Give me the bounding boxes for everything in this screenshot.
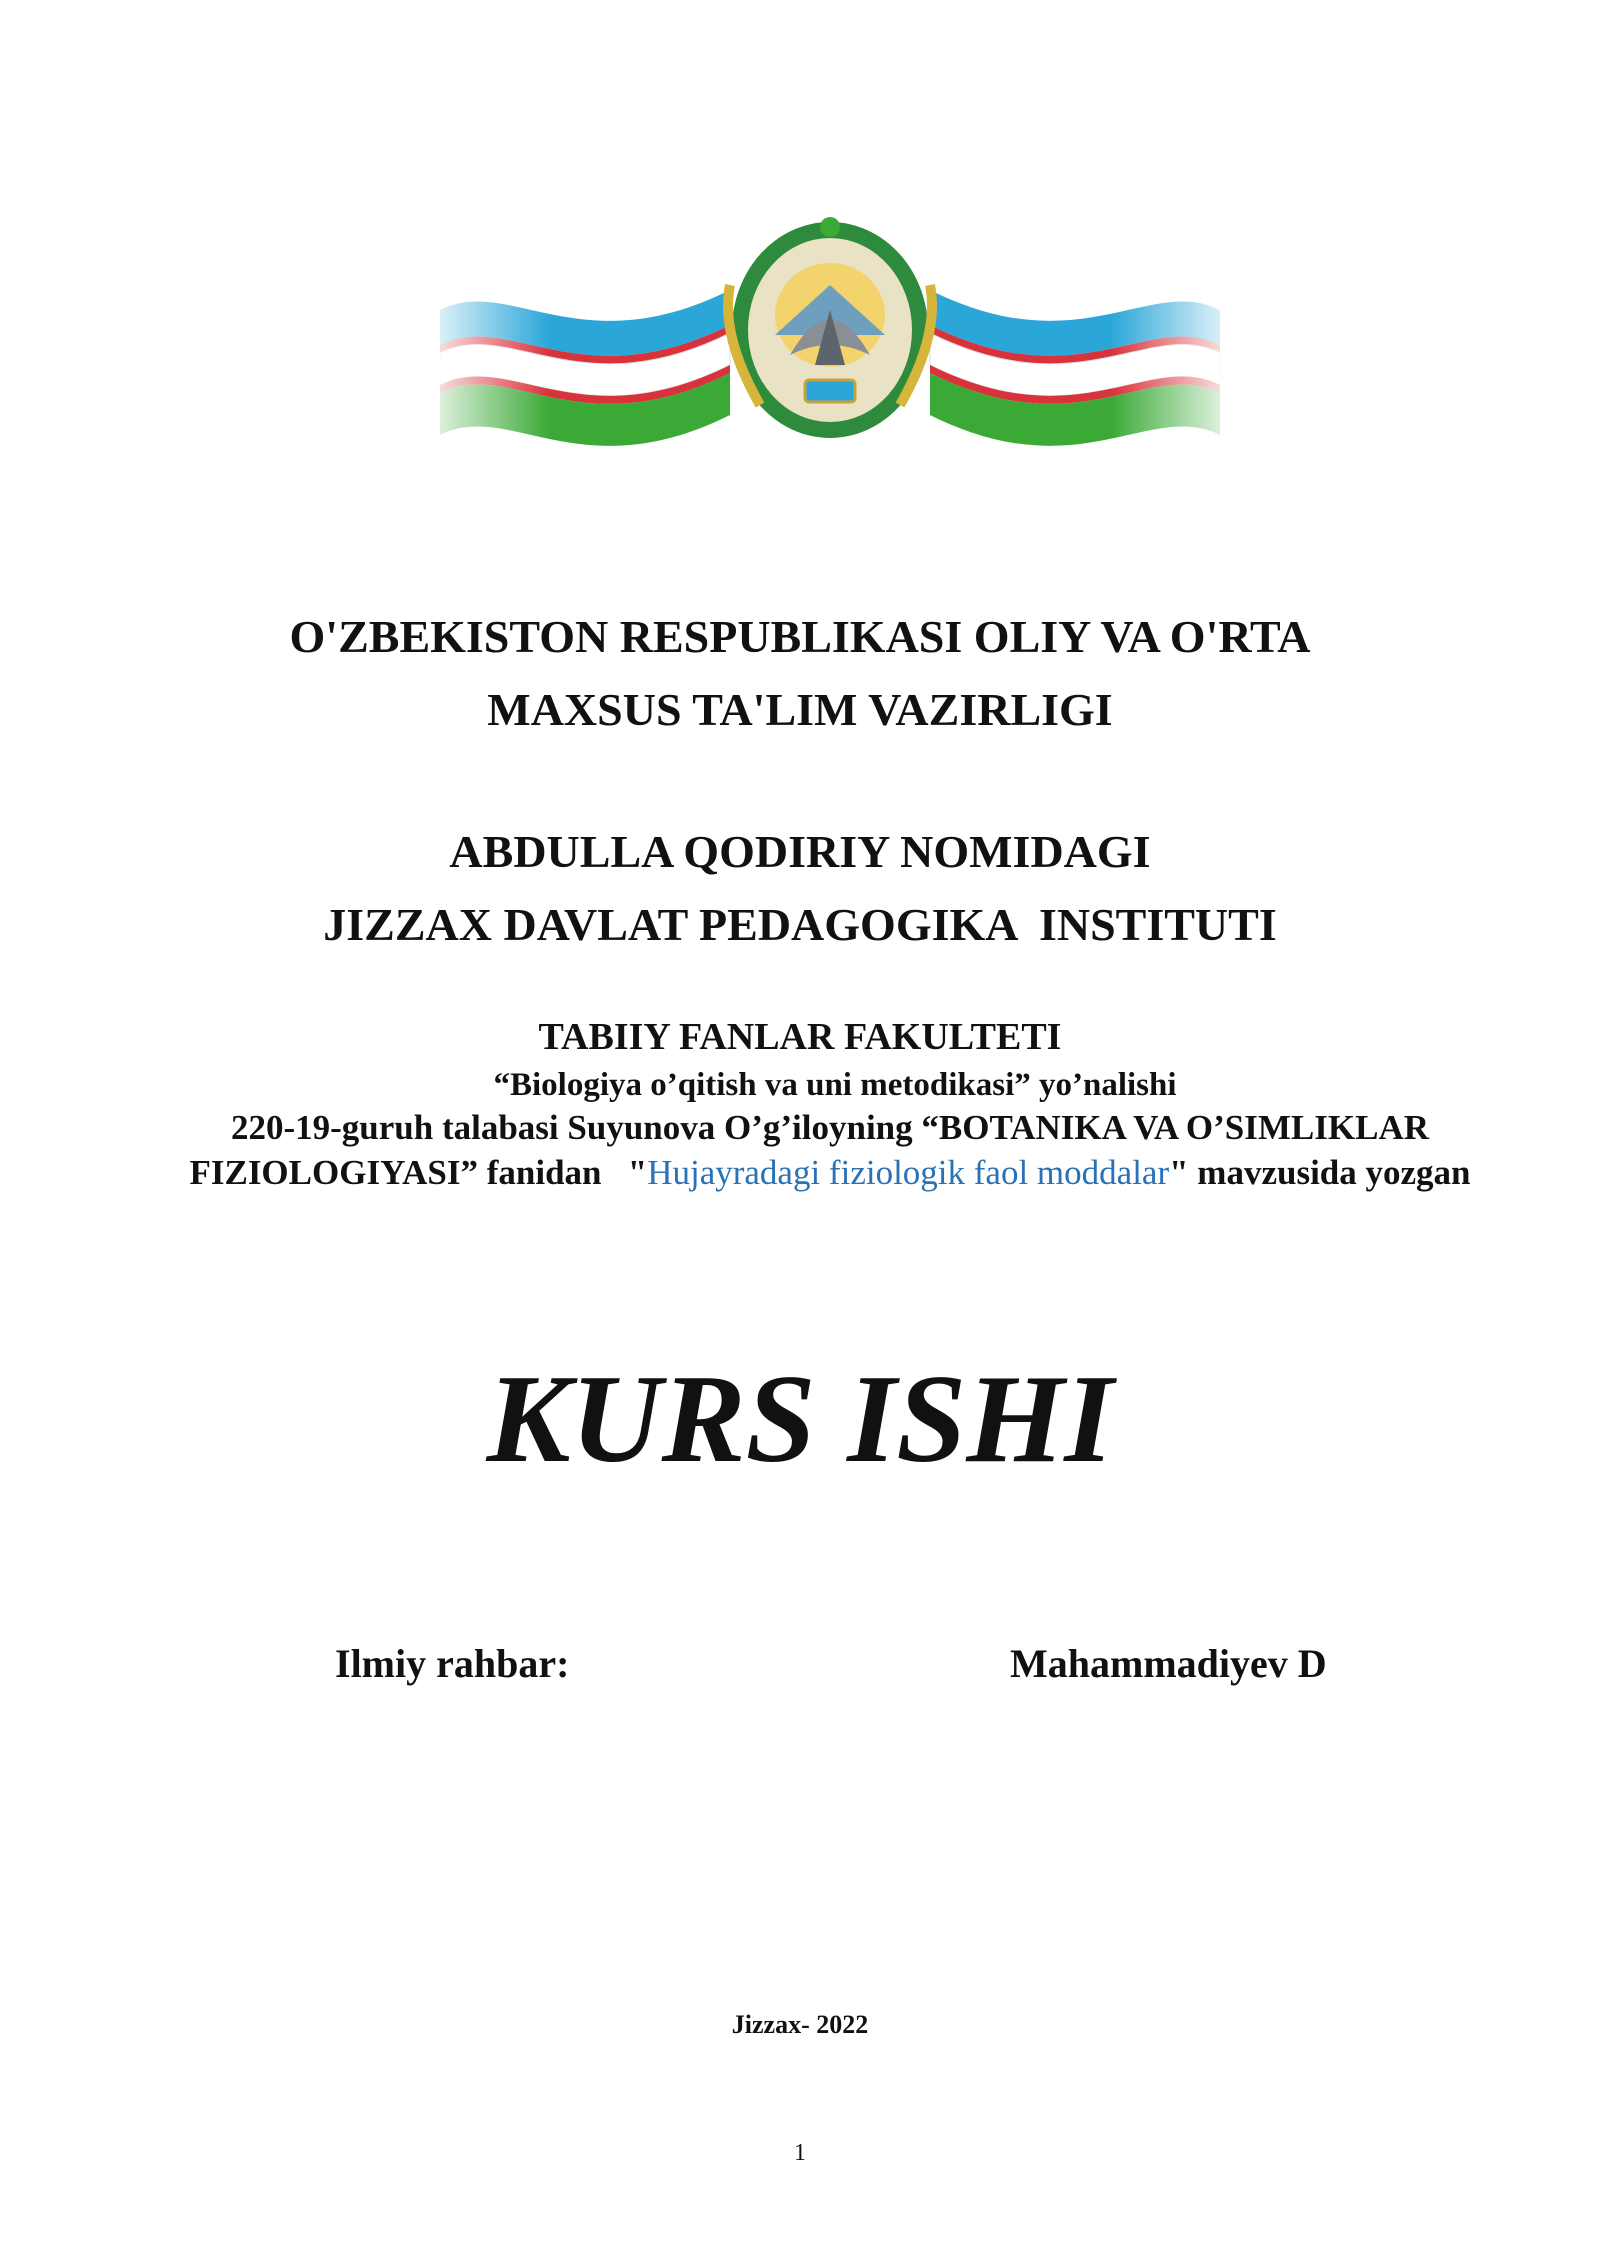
student-text-suffix: " mavzusida yozgan bbox=[1169, 1153, 1471, 1192]
document-title: KURS ISHI bbox=[486, 1350, 1114, 1489]
page-number: 1 bbox=[794, 2140, 806, 2166]
uzbekistan-emblem-flag-icon bbox=[430, 215, 1230, 460]
supervisor-name: Mahammadiyev D bbox=[1010, 1641, 1327, 1686]
ministry-line-1: O'ZBEKISTON RESPUBLIKASI OLIY VA O'RTA bbox=[289, 611, 1311, 662]
topic-text: Hujayradagi fiziologik faol moddalar bbox=[647, 1153, 1170, 1192]
direction-line: “Biologiya o’qitish va uni metodikasi” yo’nalishi bbox=[493, 1067, 1177, 1103]
institute-line-2: JIZZAX DAVLAT PEDAGOGIKA INSTITUTI bbox=[323, 899, 1277, 950]
student-description bbox=[175, 1105, 1485, 1195]
faculty-heading: TABIIY FANLAR FAKULTETI bbox=[538, 1016, 1062, 1058]
ministry-line-2: MAXSUS TA'LIM VAZIRLIGI bbox=[487, 684, 1113, 735]
institute-heading bbox=[0, 815, 1600, 961]
city-year: Jizzax- 2022 bbox=[731, 2010, 869, 2039]
student-text-prefix: 220-19-guruh talabasi Suyunova O’g’iloyning “BOTANIKA VA O’SIMLIKLAR FIZIOLOGIYASI” fanidan " bbox=[189, 1108, 1438, 1192]
institute-line-1: ABDULLA QODIRIY NOMIDAGI bbox=[449, 826, 1151, 877]
ministry-heading bbox=[0, 600, 1600, 746]
supervisor-label: Ilmiy rahbar: bbox=[335, 1641, 570, 1686]
